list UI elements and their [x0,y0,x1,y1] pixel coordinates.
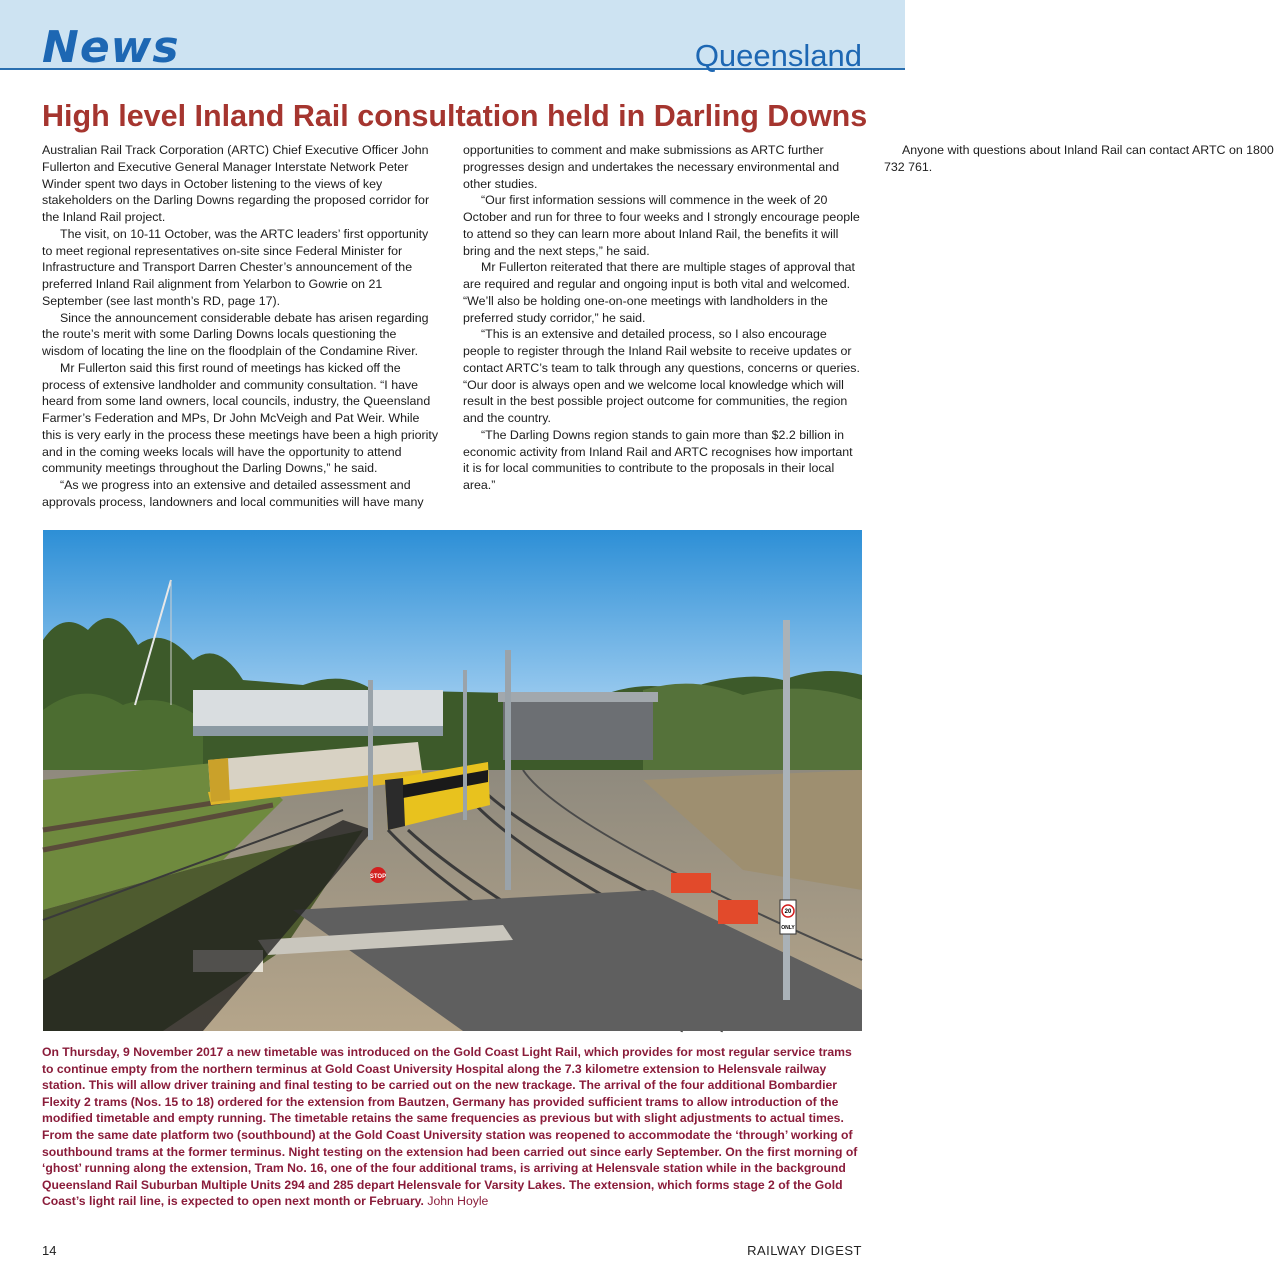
stop-sign-text: STOP [369,874,387,880]
article-paragraph: The visit, on 10-11 October, was the ARTC leaders’ first opportunity to meet regional representatives on-site since Federal Minister for Infrastructure and Transport Darren Chester’s announcement of the preferred Inland Rail alignment from Yelarbon to Gowrie on 21 September (see last month’s RD, page 17). [42,226,429,308]
article-body [42,142,1274,512]
caption-text: On Thursday, 9 November 2017 a new timetable was introduced on the Gold Coast Light Rail, which provides for most regular service trams to continue empty from the northern terminus at Gold Coast University Hospital along the 7.3 kilometre extension to Helensvale railway station. This will allow driver training and final testing to be carried out on the new trackage. The arrival of the four additional Bombardier Flexity 2 trams (Nos. 15 to 18) ordered for the extension from Bautzen, Germany has provided sufficient trams to allow introduction of the modified timetable and empty running. The timetable retains the same frequencies as previous but with slight adjustments to actual times. From the same date platform two (southbound) at the Gold Coast University station was reopened to accommodate the ‘through’ working of southbound trams at the former terminus. Night testing on the extension had been carried out since early September. On the first morning of ‘ghost’ running along the extension, Tram No. 16, one of the four additional trams, is arriving at Helensvale station while in the background Queensland Rail Suburban Multiple Units 294 and 285 depart Helensvale for Varsity Lakes. The extension, which forms stage 2 of the Gold Coast’s light rail line, is expected to open next month or February. [42,1045,858,1209]
article-paragraph: Anyone with questions about Inland Rail can contact ARTC on 1800 732 761. [884,143,1274,174]
page-number: 14 [42,1243,57,1258]
photo-credit: John Hoyle [427,1194,489,1209]
speed-sign-only: ONLY [781,925,795,931]
article-paragraph: “As we progress into an extensive and detailed assessment and approvals process, landowners and local communities will have many opportunities to comment and make submissions as ARTC further progresses design and undertakes the necessary environmental and other studies. [42,143,840,509]
railway-photo [43,530,862,1031]
speed-sign [780,900,796,934]
article-paragraph: “Our first information sessions will commence in the week of 20 October and run for three to four weeks and I strongly encourage people to attend so they can learn more about Inland Rail, the benefits it will bring and the next steps,” he said. [463,193,860,258]
article-paragraph: Mr Fullerton reiterated that there are multiple stages of approval that are required and regular and ongoing input is both vital and welcomed. “We’ll also be holding one-on-one meetings with landholders in the preferred study corridor,” he said. [463,260,855,325]
magazine-name: RAILWAY DIGEST [747,1243,862,1258]
photo-caption [42,1044,862,1210]
region-label: Queensland [694,38,862,73]
article-paragraph: Since the announcement considerable debate has arisen regarding the route’s merit with some Darling Downs locals questioning the wisdom of locating the line on the floodplain of the Condamine River. [42,310,429,358]
speed-sign-value: 20 [784,909,792,915]
article-headline: High level Inland Rail consultation held in Darling Downs [42,99,868,133]
section-title: News [42,22,180,73]
stop-sign [370,867,386,883]
article-paragraph: Mr Fullerton said this first round of meetings has kicked off the process of extensive landholder and community consultation. “I have heard from some land owners, local councils, industry, the Queensland Farmer’s Federation and MPs, Dr John McVeigh and Pat Weir. While this is very early in the process these meetings have been a high priority and in the coming weeks locals will have the opportunity to attend community meetings throughout the Darling Downs,” he said. [42,360,439,476]
article-paragraph: “The Darling Downs region stands to gain more than $2.2 billion in economic activity from Inland Rail and ARTC recognises how important it is for local communities to contribute to the proposals in their local area.” [463,427,853,492]
article-paragraph: “This is an extensive and detailed process, so I also encourage people to register through the Inland Rail website to receive updates or contact ARTC’s team to talk through any questions, concerns or queries. “Our door is always open and we welcome local knowledge which will result in the best possible project outcome for communities, the region and the country. [463,327,860,425]
article-paragraph: Australian Rail Track Corporation (ARTC) Chief Executive Officer John Fullerton and Executive General Manager Interstate Network Peter Winder spent two days in October listening to the views of key stakeholders on the Darling Downs regarding the proposed corridor for the Inland Rail project. [42,143,430,224]
